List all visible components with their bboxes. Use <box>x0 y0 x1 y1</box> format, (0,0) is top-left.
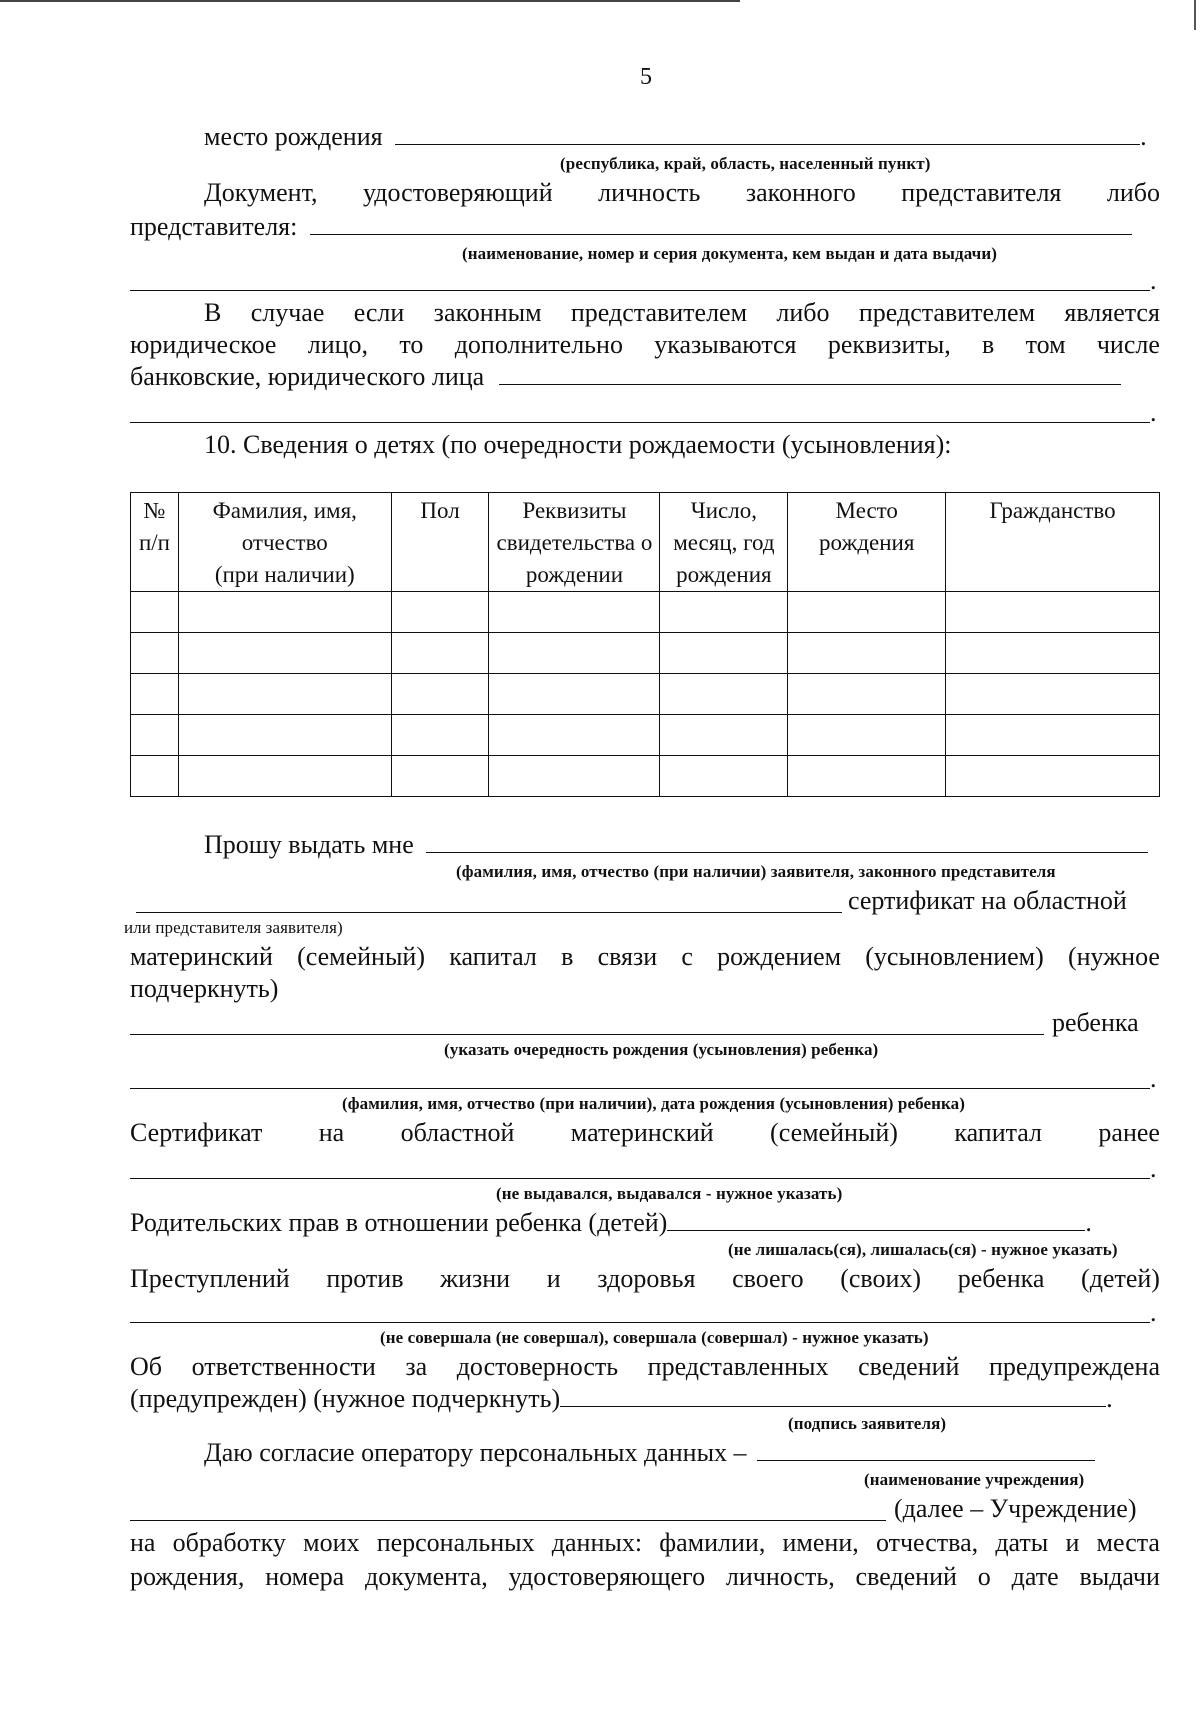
word: том <box>1025 330 1066 359</box>
responsibility-label: (предупрежден) (нужное подчеркнуть) <box>130 1384 561 1413</box>
applicant-name-field[interactable] <box>426 830 1148 853</box>
table-cell[interactable] <box>131 633 179 674</box>
table-cell[interactable] <box>178 633 391 674</box>
legal-entity-line3 <box>130 362 1121 392</box>
table-cell[interactable] <box>489 633 660 674</box>
word: номера <box>265 1562 345 1591</box>
rep-doc-field-2[interactable] <box>130 290 1150 291</box>
word: личность, <box>725 1562 835 1591</box>
table-cell[interactable] <box>489 715 660 756</box>
legal-entity-line2 <box>130 330 1160 360</box>
table-cell[interactable] <box>391 633 489 674</box>
col-birthplace: Место рождения <box>788 493 946 592</box>
table-cell[interactable] <box>788 715 946 756</box>
word: ребенка <box>957 1264 1045 1293</box>
word: (своих) <box>840 1264 922 1293</box>
underline-word: подчеркнуть) <box>130 974 279 1003</box>
cert-text: сертификат на областной <box>848 886 1127 915</box>
child-label: ребенка <box>1052 1008 1139 1037</box>
table-cell[interactable] <box>131 715 179 756</box>
page-number: 5 <box>640 64 652 90</box>
word: (детей) <box>1081 1264 1160 1293</box>
child-name-field[interactable] <box>130 1088 1150 1089</box>
table-cell[interactable] <box>489 592 660 633</box>
responsibility-line2: (предупрежден) (нужное подчеркнуть) . <box>130 1384 1113 1413</box>
word: и <box>1065 1528 1080 1557</box>
table-cell[interactable] <box>489 674 660 715</box>
word: в <box>982 330 995 359</box>
word: (усыновлением) <box>865 942 1044 971</box>
table-cell[interactable] <box>946 756 1160 797</box>
consent-label: Даю согласие оператору персональных данных – <box>204 1438 747 1467</box>
table-cell[interactable] <box>788 633 946 674</box>
birthplace-line: место рождения . <box>204 122 1147 151</box>
responsibility-line1 <box>130 1352 1160 1382</box>
period: . <box>1150 1064 1157 1093</box>
table-cell[interactable] <box>178 715 391 756</box>
word: областной <box>400 1118 515 1147</box>
table-cell[interactable] <box>489 756 660 797</box>
parental-rights-label: Родительских прав в отношении ребенка (детей) <box>130 1208 668 1237</box>
period: . <box>1150 266 1157 295</box>
child-order-field[interactable] <box>130 1034 1044 1035</box>
responsibility-note: (подпись заявителя) <box>788 1414 947 1433</box>
table-row <box>131 715 1160 756</box>
rep-doc-field[interactable] <box>310 212 1132 235</box>
word: капитал <box>954 1118 1043 1147</box>
word: выдачи <box>1079 1562 1160 1591</box>
table-cell[interactable] <box>178 674 391 715</box>
word: числе <box>1096 330 1160 359</box>
word: в <box>561 942 574 971</box>
word: с <box>681 942 693 971</box>
rep-doc-line2 <box>130 212 1132 242</box>
col-certificate: Реквизиты свидетельства о рождении <box>489 493 660 592</box>
word: рождением <box>717 942 842 971</box>
table-row <box>131 592 1160 633</box>
col-citizenship: Гражданство <box>946 493 1160 592</box>
signature-field[interactable] <box>560 1384 1106 1407</box>
word: сведений <box>855 1562 957 1591</box>
table-cell[interactable] <box>660 633 788 674</box>
table-cell[interactable] <box>946 633 1160 674</box>
word: указываются <box>654 330 797 359</box>
rep-doc-line1 <box>204 178 1160 208</box>
scan-edge <box>0 0 740 2</box>
word: места <box>1096 1528 1160 1557</box>
request-line <box>204 830 1148 860</box>
word: связи <box>597 942 658 971</box>
birthplace-note: (республика, край, область, населенный пункт) <box>560 154 931 173</box>
word: личность <box>598 178 701 207</box>
scan-edge-right <box>1194 0 1196 30</box>
table-cell[interactable] <box>131 756 179 797</box>
word: представителем <box>570 298 748 327</box>
further-text: (далее – Учреждение) <box>894 1494 1137 1523</box>
table-cell[interactable] <box>391 592 489 633</box>
word: материнский <box>570 1118 714 1147</box>
word: удостоверяющий <box>362 178 553 207</box>
word: капитал <box>449 942 537 971</box>
word: имени, <box>782 1528 859 1557</box>
request-label: Прошу выдать мне <box>204 830 414 859</box>
period: . <box>1150 1154 1157 1183</box>
word: жизни <box>440 1264 511 1293</box>
word: моих <box>303 1528 360 1557</box>
col-birthdate: Число, месяц, год рождения <box>660 493 788 592</box>
birthplace-label: место рождения <box>204 122 383 151</box>
word: случае <box>250 298 325 327</box>
table-cell[interactable] <box>131 674 179 715</box>
table-row <box>131 674 1160 715</box>
word: обработку <box>172 1528 286 1557</box>
institution-field-2[interactable] <box>130 1520 886 1521</box>
consent-line3 <box>130 1528 1160 1558</box>
word: представителем <box>858 298 1036 327</box>
word: представленных <box>647 1352 829 1381</box>
table-cell[interactable] <box>946 592 1160 633</box>
word: дополнительно <box>454 330 623 359</box>
word: представителя <box>901 178 1062 207</box>
word: отчества, <box>875 1528 979 1557</box>
request-note1: (фамилия, имя, отчество (при наличии) заявителя, законного представителя <box>456 862 1056 881</box>
word: В <box>204 298 222 327</box>
word: документа, <box>365 1562 488 1591</box>
word: своего <box>732 1264 804 1293</box>
certificate-field[interactable] <box>130 1178 1150 1179</box>
table-cell[interactable] <box>391 756 489 797</box>
birthplace-field[interactable] <box>395 122 1140 145</box>
table-cell[interactable] <box>178 756 391 797</box>
word: является <box>1064 298 1160 327</box>
certificate-line <box>130 1118 1160 1148</box>
applicant-name-field-2[interactable] <box>136 912 842 913</box>
legal-entity-field-2[interactable] <box>130 422 1150 423</box>
word: материнский <box>130 942 273 971</box>
word: (семейный) <box>770 1118 898 1147</box>
word: (нужное <box>1067 942 1160 971</box>
table-cell[interactable] <box>660 674 788 715</box>
word: то <box>399 330 424 359</box>
consent-line <box>204 1438 1095 1468</box>
word: персональных <box>376 1528 535 1557</box>
word: предупреждена <box>989 1352 1160 1381</box>
table-cell[interactable] <box>788 592 946 633</box>
crimes-note: (не совершала (не совершал), совершала (совершал) - нужное указать) <box>380 1328 929 1347</box>
word: против <box>326 1264 404 1293</box>
table-cell[interactable] <box>131 592 179 633</box>
word: либо <box>776 298 830 327</box>
col-sex: Пол <box>391 493 489 592</box>
word: сведений <box>858 1352 960 1381</box>
word: (семейный) <box>297 942 425 971</box>
consent-note: (наименование учреждения) <box>864 1470 1085 1489</box>
table-cell[interactable] <box>788 756 946 797</box>
word: Об <box>130 1352 163 1381</box>
word: фамилии, <box>659 1528 766 1557</box>
word: если <box>353 298 405 327</box>
word: ранее <box>1098 1118 1160 1147</box>
parental-rights-field[interactable] <box>667 1208 1085 1231</box>
consent-line4 <box>130 1562 1160 1592</box>
request-note2: или представителя заявителя) <box>124 918 343 937</box>
capital-line <box>130 942 1160 972</box>
word: либо <box>1106 178 1160 207</box>
word: за <box>405 1352 428 1381</box>
word: рождения, <box>130 1562 245 1591</box>
parental-rights-line: Родительских прав в отношении ребенка (детей) . <box>130 1208 1092 1237</box>
table-cell[interactable] <box>391 715 489 756</box>
col-full-name: Фамилия, имя, отчество (при наличии) <box>178 493 391 592</box>
word: лицо, <box>307 330 369 359</box>
certificate-note: (не выдавался, выдавался - нужное указать) <box>496 1184 843 1203</box>
table-cell[interactable] <box>946 674 1160 715</box>
word: удостоверяющего <box>508 1562 706 1591</box>
table-cell[interactable] <box>660 756 788 797</box>
table-cell[interactable] <box>788 674 946 715</box>
word: законного <box>745 178 856 207</box>
table-header-row <box>131 493 1160 592</box>
word: ответственности <box>191 1352 376 1381</box>
institution-field[interactable] <box>757 1438 1095 1461</box>
legal-entity-label: банковские, юридического лица <box>130 362 485 391</box>
period: . <box>1150 1298 1157 1327</box>
legal-entity-field[interactable] <box>499 362 1121 385</box>
rep-doc-label: представителя: <box>130 212 298 241</box>
table-cell[interactable] <box>660 592 788 633</box>
word: реквизиты, <box>827 330 951 359</box>
children-table <box>130 492 1160 797</box>
word: Преступлений <box>130 1264 290 1293</box>
col-number: № п/п <box>131 493 179 592</box>
word: на <box>130 1528 156 1557</box>
rep-doc-note: (наименование, номер и серия документа, кем выдан и дата выдачи) <box>462 244 997 263</box>
word: юридическое <box>130 330 277 359</box>
word: даты <box>995 1528 1049 1557</box>
table-cell[interactable] <box>391 674 489 715</box>
word: здоровья <box>597 1264 696 1293</box>
children-heading: 10. Сведения о детях (по очередности рождаемости (усыновления): <box>204 430 952 459</box>
word: данных: <box>551 1528 643 1557</box>
word: законным <box>433 298 542 327</box>
word: дате <box>1011 1562 1059 1591</box>
table-cell[interactable] <box>660 715 788 756</box>
word: и <box>546 1264 561 1293</box>
request-note4: (фамилия, имя, отчество (при наличии), дата рождения (усыновления) ребенка) <box>342 1094 966 1113</box>
table-row <box>131 756 1160 797</box>
legal-entity-line1 <box>204 298 1160 328</box>
table-cell[interactable] <box>946 715 1160 756</box>
word: Сертификат <box>130 1118 263 1147</box>
crimes-field[interactable] <box>130 1322 1150 1323</box>
table-cell[interactable] <box>178 592 391 633</box>
crimes-line <box>130 1264 1160 1294</box>
word: о <box>977 1562 991 1591</box>
word: достоверность <box>456 1352 619 1381</box>
word: Документ, <box>204 178 318 207</box>
word: на <box>318 1118 345 1147</box>
parental-rights-note: (не лишалась(ся), лишалась(ся) - нужное указать) <box>728 1240 1118 1259</box>
request-note3: (указать очередность рождения (усыновления) ребенка) <box>444 1040 879 1059</box>
table-row <box>131 633 1160 674</box>
period: . <box>1150 398 1157 427</box>
